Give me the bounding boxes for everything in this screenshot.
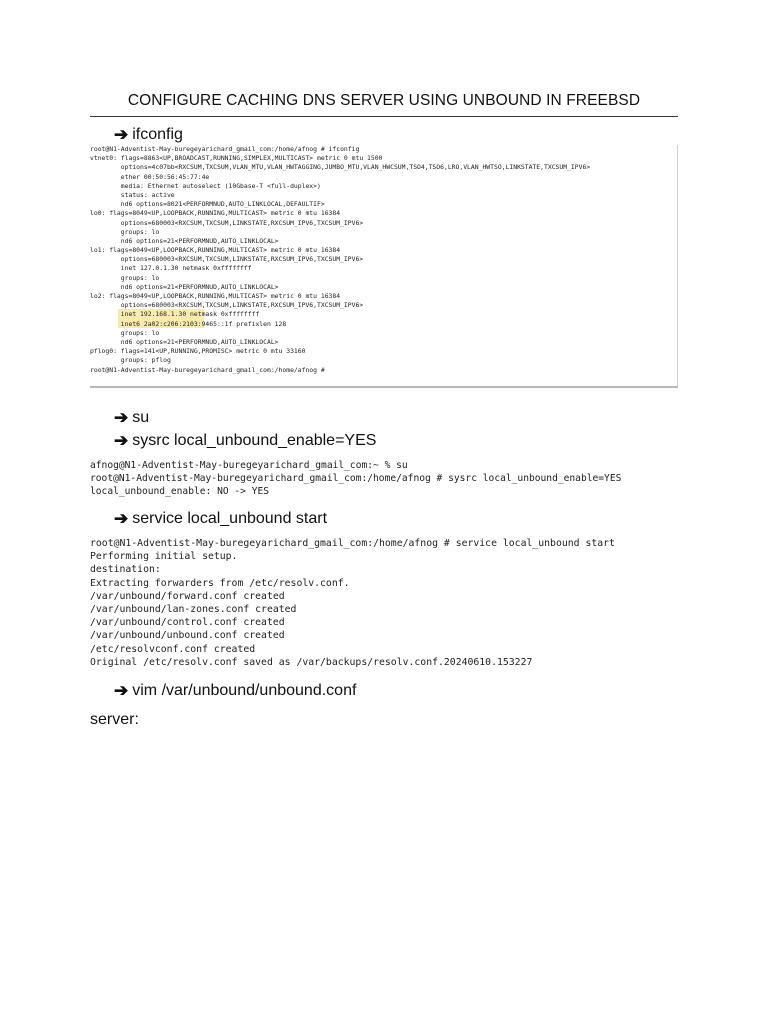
terminal-line: /etc/resolvconf.conf created	[90, 643, 256, 655]
terminal-line: pflog0: flags=141<UP,RUNNING,PROMISC> metric 0 mtu 33160	[90, 347, 306, 356]
terminal-line: vtnet0: flags=8863<UP,BROADCAST,RUNNING,SIMPLEX,MULTICAST> metric 0 mtu 1500	[90, 154, 383, 163]
terminal-line: /var/unbound/unbound.conf created	[90, 630, 285, 642]
terminal-line: inet 127.0.1.30 netmask 0xffffffff	[90, 264, 252, 273]
terminal-line: root@N1-Adventist-May-buregeyarichard_gmail_com:/home/afnog #	[90, 365, 325, 374]
terminal-line: destination:	[90, 564, 161, 576]
step-sysrc	[114, 431, 376, 451]
terminal-line: groups: lo	[90, 273, 160, 282]
step-vim	[114, 681, 356, 701]
service-terminal-output	[90, 537, 615, 669]
arrow-icon: ➔	[114, 408, 129, 427]
terminal-line: groups: lo	[90, 227, 160, 236]
ifconfig-screenshot	[90, 145, 678, 388]
terminal-line: Performing initial setup.	[90, 551, 238, 563]
terminal-line: nd6 options=8021<PERFORMNUD,AUTO_LINKLOCAL,DEFAULTIF>	[90, 200, 325, 209]
terminal-line: /var/unbound/lan-zones.conf created	[90, 603, 297, 615]
terminal-output	[90, 145, 677, 375]
terminal-line: inet 192.168.1.30 netmask 0xffffffff	[90, 310, 260, 319]
title-divider	[90, 116, 678, 117]
terminal-line: root@N1-Adventist-May-buregeyarichard_gmail_com:/home/afnog # ifconfig	[90, 145, 360, 153]
arrow-icon: ➔	[114, 681, 129, 700]
terminal-line: root@N1-Adventist-May-buregeyarichard_gmail_com:/home/afnog # service local_unbound start	[90, 538, 615, 549]
arrow-icon: ➔	[114, 125, 129, 144]
terminal-line: Original /etc/resolv.conf saved as /var/backups/resolv.conf.20240610.153227	[90, 656, 533, 668]
terminal-line: nd6 options=21<PERFORMNUD,AUTO_LINKLOCAL>	[90, 282, 279, 291]
terminal-line: options=680003<RXCSUM,TXCSUM,LINKSTATE,RXCSUM_IPV6,TXCSUM_IPV6>	[90, 218, 364, 227]
terminal-line: groups: pflog	[90, 356, 171, 365]
sysrc-terminal-output	[90, 459, 621, 498]
terminal-line: options=680003<RXCSUM,TXCSUM,LINKSTATE,RXCSUM_IPV6,TXCSUM_IPV6>	[90, 301, 364, 310]
step-su	[114, 408, 149, 428]
terminal-line: local_unbound_enable: NO -> YES	[90, 486, 270, 497]
step-label: ifconfig	[132, 126, 183, 143]
page-title: CONFIGURE CACHING DNS SERVER USING UNBOUND IN FREEBSD	[127, 92, 641, 109]
step-label: service local_unbound start	[132, 510, 328, 527]
terminal-line: inet6 2a02:c206:2103:9465::1f prefixlen 128	[90, 319, 287, 328]
terminal-line: /var/unbound/forward.conf created	[90, 590, 285, 602]
arrow-icon: ➔	[114, 509, 129, 528]
terminal-line: lo1: flags=8049<UP,LOOPBACK,RUNNING,MULTICAST> metric 0 mtu 16384	[90, 246, 341, 255]
step-service	[114, 509, 327, 529]
terminal-line: lo2: flags=8049<UP,LOOPBACK,RUNNING,MULTICAST> metric 0 mtu 16384	[90, 292, 341, 300]
terminal-line: groups: lo	[90, 328, 160, 337]
terminal-line: lo0: flags=8049<UP,LOOPBACK,RUNNING,MULTICAST> metric 0 mtu 16384	[90, 209, 341, 218]
terminal-line: status: active	[90, 190, 175, 199]
terminal-line: nd6 options=21<PERFORMNUD,AUTO_LINKLOCAL>	[90, 337, 279, 346]
terminal-line: options=680003<RXCSUM,TXCSUM,LINKSTATE,RXCSUM_IPV6,TXCSUM_IPV6>	[90, 255, 364, 264]
step-label: sysrc local_unbound_enable=YES	[132, 432, 377, 449]
terminal-line: nd6 options=21<PERFORMNUD,AUTO_LINKLOCAL>	[90, 236, 279, 245]
terminal-line: afnog@N1-Adventist-May-buregeyarichard_gmail_com:~ % su	[90, 460, 408, 471]
step-label: vim /var/unbound/unbound.conf	[132, 682, 357, 699]
terminal-line: ether 00:50:56:45:77:4e	[90, 172, 210, 181]
terminal-line: /var/unbound/control.conf created	[90, 617, 285, 629]
arrow-icon: ➔	[114, 431, 129, 450]
terminal-line: root@N1-Adventist-May-buregeyarichard_gmail_com:/home/afnog # sysrc local_unbound_enable=YES	[90, 473, 622, 484]
step-label: su	[132, 409, 150, 426]
terminal-line: media: Ethernet autoselect (10Gbase-T <full-duplex>)	[90, 181, 321, 190]
terminal-line: Extracting forwarders from /etc/resolv.conf.	[90, 577, 350, 589]
terminal-line: options=4c07bb<RXCSUM,TXCSUM,VLAN_MTU,VLAN_HWTAGGING,JUMBO_MTU,VLAN_HWCSUM,TSO4,TSO6,LRO,VLAN_HWTSO,LINKSTATE,TXCSUM_IPV6>	[90, 163, 591, 172]
config-heading: server:	[90, 711, 139, 728]
step-ifconfig	[114, 125, 183, 145]
